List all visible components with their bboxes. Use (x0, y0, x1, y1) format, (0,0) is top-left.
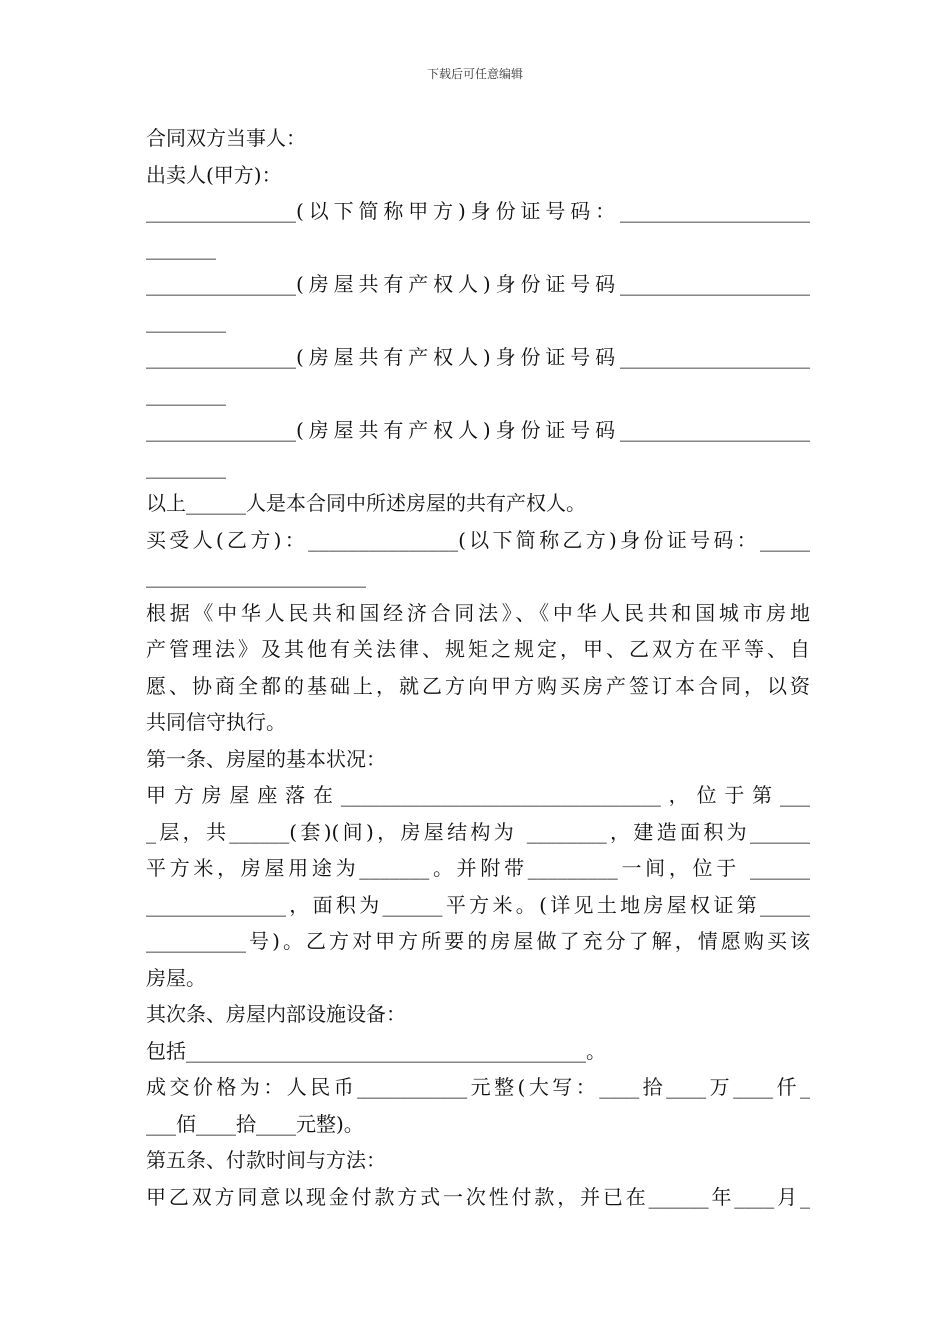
line-article-5-a: 甲乙双方同意以现金付款方式一次性付款，并已在______年____月_ (146, 1184, 810, 1209)
line-co-owner-3-cont: ________ (146, 454, 226, 479)
line-price-b: ___佰____拾____元整)。 (146, 1111, 364, 1136)
line-co-owner-2: _______________(房屋共有产权人)身份证号码___________________ (146, 345, 810, 369)
line-co-owner-1: _______________(房屋共有产权人)身份证号码___________________ (146, 272, 810, 296)
line-article-1-c: 平方米，房屋用途为_______。并附带_________一间，位于 ______ (146, 856, 810, 880)
line-seller-heading: 出卖人(甲方)： (146, 162, 282, 187)
line-co-owner-3: _______________(房屋共有产权人)身份证号码___________________ (146, 418, 810, 442)
line-buyer-id: 买受人(乙方)：_______________(以下简称乙方)身份证号码：_____ (146, 527, 810, 552)
line-article-1-e: __________号)。乙方对甲方所要的房屋做了充分了解，情愿购买该 (146, 929, 810, 953)
line-preamble-3: 愿、协商全都的基础上，就乙方向甲方购买房产签订本合同，以资 (146, 673, 810, 698)
line-article-1-a: 甲方房屋座落在________________________________，位于第___ (146, 783, 810, 807)
line-preamble-2: 产管理法》及其他有关法律、规矩之规定，甲、乙双方在平等、自 (146, 637, 810, 661)
line-buyer-id-cont: ______________________ (146, 564, 366, 588)
line-article-1-d: ______________，面积为______平方米。(详见土地房屋权证第_____ (146, 892, 810, 917)
line-co-owner-2-cont: ________ (146, 381, 226, 406)
line-preamble-4: 共同信守执行。 (146, 710, 286, 734)
line-article-1-b: _层，共______(套)(间)，房屋结构为 ________，建造面积为______ (146, 819, 810, 844)
line-seller-id-cont: _______ (146, 235, 216, 260)
line-article-2-a: 包括________________________________________。 (146, 1038, 606, 1063)
line-parties-heading: 合同双方当事人： (146, 126, 306, 150)
line-article-5-heading: 第五条、付款时间与方法： (146, 1148, 386, 1172)
line-price-a: 成交价格为：人民币___________元整(大写：____拾____万____仟_ (146, 1075, 810, 1099)
page-header-note: 下载后可任意编辑 (426, 67, 523, 81)
line-seller-id: _______________(以下简称甲方)身份证号码：___________________ (146, 199, 810, 223)
line-preamble-1: 根据《中华人民共和国经济合同法》、《中华人民共和国城市房地 (146, 600, 810, 625)
contract-body (146, 120, 810, 1215)
line-article-2-heading: 其次条、房屋内部设施设备： (146, 1002, 406, 1026)
line-co-owner-1-cont: ________ (146, 308, 226, 333)
line-co-owner-count: 以上______人是本合同中所述房屋的共有产权人。 (146, 491, 586, 515)
line-article-1-heading: 第一条、房屋的基本状况： (146, 746, 386, 771)
line-article-1-f: 房屋。 (146, 965, 206, 990)
